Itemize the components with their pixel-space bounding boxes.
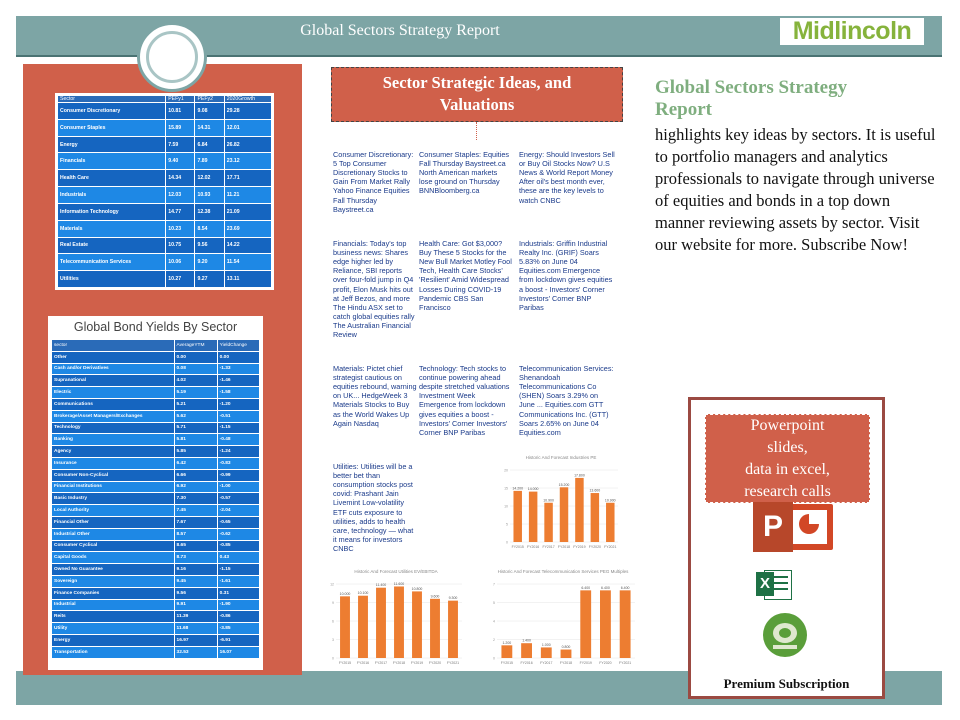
bond-table-container: [48, 316, 263, 670]
table-header: PEFy1: [166, 96, 195, 103]
x-tick-label: FY2021: [446, 661, 460, 665]
news-item: Materials: Pictet chief strategist cautious on equities rebound, warning on UK... HedgeWeek 3 Materials Stocks to Buy as the World Wakes Up Again Nasdaq: [333, 364, 417, 428]
y-tick-label: 10: [504, 504, 508, 509]
news-item: Consumer Staples: Equities Fall Thursday Baystreet.ca North American markets lose ground on Thursday BNNBloomberg.ca: [419, 150, 510, 196]
table-cell: 23.12: [224, 153, 271, 170]
bar: [544, 503, 552, 542]
news-item: Energy: Should Investors Sell or Buy Oil Stocks Now? U.S News & World Report Money After oil's best month ever, these are the key levels to watch CNBC: [519, 150, 615, 205]
table-row: [52, 564, 260, 576]
table-cell: 8.57: [174, 528, 217, 540]
table-cell: -1.46: [217, 375, 259, 387]
table-cell: 7.45: [174, 505, 217, 517]
data-label: 0.800: [561, 645, 571, 650]
table-header: AverageYTM: [174, 340, 217, 352]
table-row: [52, 646, 260, 658]
telecom-peg-chart: [487, 566, 639, 672]
table-row: [52, 505, 260, 517]
data-label: 11.400: [375, 583, 387, 588]
bar: [501, 645, 512, 658]
bar: [575, 478, 583, 542]
table-row: [58, 103, 272, 120]
table-cell: -0.65: [217, 516, 259, 528]
news-item: Consumer Discretionary: 5 Top Consumer Discretionary Stocks to Gain From Market Rally Yahoo Finance Equities Fall Thursday Baystreet.ca: [333, 150, 414, 214]
premium-feature: research calls: [744, 483, 831, 500]
table-cell: 0.00: [174, 351, 217, 363]
table-row: [52, 634, 260, 646]
table-cell: Financials: [58, 153, 166, 170]
table-cell: 5.71: [174, 422, 217, 434]
table-cell: Financial Institutions: [52, 481, 175, 493]
y-tick-label: 3: [332, 638, 334, 642]
news-item: Utilities: Utilities will be a better bet than consumption stocks post covid: Prashant Jain Livemint Low-volatility ETF cuts exposure to utilities, adds to health care, technology — what it means for investors CNBC: [333, 462, 414, 553]
table-cell: 9.56: [195, 237, 224, 254]
data-label: 11.600: [393, 581, 405, 586]
table-row: [52, 552, 260, 564]
table-cell: -0.62: [217, 528, 259, 540]
table-cell: Basic Industry: [52, 493, 175, 505]
bar: [513, 491, 521, 542]
table-row: [52, 434, 260, 446]
table-cell: Finance Companies: [52, 587, 175, 599]
table-row: [52, 599, 260, 611]
table-cell: -1.15: [217, 422, 259, 434]
table-header: PEFy2: [195, 96, 224, 103]
industries-pe-chart: [500, 452, 622, 556]
table-cell: 6.92: [174, 481, 217, 493]
table-cell: 12.03: [166, 187, 195, 204]
x-tick-label: FY2018: [559, 661, 573, 665]
table-cell: -1.90: [217, 599, 259, 611]
table-cell: 6.66: [174, 469, 217, 481]
data-label: 1.400: [522, 638, 531, 643]
data-label: 10.100: [357, 591, 369, 596]
table-cell: Consumer Non-Cyclical: [52, 469, 175, 481]
ideas-title-line: Sector Strategic Ideas, and: [382, 73, 572, 92]
table-row: [58, 271, 272, 288]
table-cell: -2.04: [217, 505, 259, 517]
x-tick-label: FY2020: [588, 545, 601, 549]
table-cell: 5.85: [174, 446, 217, 458]
table-row: [52, 363, 260, 375]
bar: [600, 590, 611, 658]
news-item: Telecommunication Services: Shenandoah Telecommunications Co (SHEN) Soars 3.29% on June ... Equities.com GTT Communications Inc. (GTT) Soars 2.65% on June 04 Equities.com: [519, 364, 614, 437]
premium-features-box: [705, 414, 870, 503]
table-cell: Telecommunication Services: [58, 254, 166, 271]
y-tick-label: 0: [493, 656, 495, 661]
table-cell: 6.42: [174, 457, 217, 469]
x-tick-label: FY2015: [500, 661, 513, 665]
table-cell: Reits: [52, 611, 175, 623]
table-cell: Insurance: [52, 457, 175, 469]
research-call-icon: [763, 613, 807, 657]
x-tick-label: FY2017: [374, 661, 388, 665]
table-cell: Consumer Discretionary: [58, 103, 166, 120]
table-cell: 7.59: [166, 136, 195, 153]
table-cell: 8.65: [174, 540, 217, 552]
table-header: Sector: [58, 96, 166, 103]
excel-icon: X: [756, 568, 792, 602]
table-row: [52, 457, 260, 469]
table-cell: 12.01: [224, 119, 271, 136]
x-tick-label: FY2016: [520, 661, 533, 665]
x-tick-label: FY2018: [557, 545, 571, 549]
y-tick-label: 5: [506, 522, 508, 527]
x-tick-label: FY2019: [579, 661, 592, 665]
table-row: [52, 422, 260, 434]
table-cell: Other: [52, 351, 175, 363]
table-cell: Financial Other: [52, 516, 175, 528]
report-title-line: Report: [655, 99, 712, 120]
table-cell: 9.20: [195, 254, 224, 271]
x-tick-label: FY2017: [542, 545, 555, 549]
bar: [560, 487, 568, 542]
table-cell: Real Estate: [58, 237, 166, 254]
table-cell: 16.07: [217, 646, 259, 658]
data-label: 14.200: [512, 486, 524, 491]
table-cell: 8.73: [174, 552, 217, 564]
table-row: [52, 587, 260, 599]
table-row: [52, 469, 260, 481]
bar: [541, 647, 552, 658]
table-cell: Capital Goods: [52, 552, 175, 564]
table-cell: Industrial: [52, 599, 175, 611]
table-row: [52, 575, 260, 587]
bar: [580, 590, 591, 658]
table-cell: -0.83: [217, 457, 259, 469]
ideas-title-box: [331, 67, 623, 122]
bar: [376, 588, 386, 658]
data-label: 10.800: [411, 586, 423, 591]
table-cell: -0.85: [217, 540, 259, 552]
table-cell: Sovereign: [52, 575, 175, 587]
table-cell: 5.19: [174, 387, 217, 399]
table-cell: 9.40: [166, 153, 195, 170]
table-cell: 9.08: [195, 103, 224, 120]
table-cell: -0.86: [217, 611, 259, 623]
table-cell: 5.62: [174, 410, 217, 422]
table-cell: Utility: [52, 623, 175, 635]
table-cell: Industrials: [58, 187, 166, 204]
table-cell: 26.82: [224, 136, 271, 153]
table-cell: -1.00: [217, 481, 259, 493]
table-cell: 8.54: [195, 220, 224, 237]
table-cell: 14.34: [166, 170, 195, 187]
table-cell: 0.08: [174, 363, 217, 375]
table-cell: 9.91: [174, 599, 217, 611]
table-cell: 9.56: [174, 587, 217, 599]
table-cell: Health Care: [58, 170, 166, 187]
table-row: [58, 220, 272, 237]
y-tick-label: 0: [332, 656, 334, 661]
table-cell: Energy: [52, 634, 175, 646]
x-tick-label: FY2016: [527, 545, 540, 549]
report-title: [655, 77, 925, 121]
x-tick-label: FY2018: [392, 661, 406, 665]
table-header: 2020Growth: [224, 96, 271, 103]
bond-table-title: Global Bond Yields By Sector: [73, 320, 238, 334]
data-label: 10.900: [543, 498, 554, 503]
table-cell: 16.97: [174, 634, 217, 646]
y-tick-label: 15: [504, 486, 508, 491]
ideas-title-line: Valuations: [439, 95, 515, 114]
y-tick-label: 2: [493, 638, 495, 642]
x-tick-label: FY2017: [540, 661, 553, 665]
bar: [412, 591, 422, 658]
table-cell: 6.84: [195, 136, 224, 153]
data-label: 6.400: [581, 585, 591, 590]
table-cell: 15.89: [166, 119, 195, 136]
table-cell: Cash and/or Derivatives: [52, 363, 175, 375]
table-cell: Communications: [52, 398, 175, 410]
bar: [606, 503, 614, 542]
chart-title: Historic And Forecast Utilities EV/EBITDA: [354, 569, 438, 574]
table-cell: 9.27: [195, 271, 224, 288]
table-cell: 0.31: [217, 587, 259, 599]
table-cell: Transportation: [52, 646, 175, 658]
table-cell: Supranational: [52, 375, 175, 387]
table-cell: Banking: [52, 434, 175, 446]
y-tick-label: 20: [504, 468, 508, 473]
table-cell: 11.54: [224, 254, 271, 271]
premium-feature: Powerpoint: [750, 417, 825, 434]
chart-title: Historic And Forecast Telecommunication Services PEG Multiples: [497, 569, 629, 574]
data-label: 10.900: [604, 498, 616, 503]
table-row: [52, 611, 260, 623]
bar: [620, 590, 631, 658]
table-row: [58, 203, 272, 220]
table-cell: 5.81: [174, 434, 217, 446]
table-cell: Electric: [52, 387, 175, 399]
table-cell: 17.71: [224, 170, 271, 187]
y-tick-label: 9: [332, 601, 334, 605]
table-row: [52, 410, 260, 422]
table-cell: Materials: [58, 220, 166, 237]
data-label: 6.400: [601, 585, 610, 590]
table-row: [58, 254, 272, 271]
table-row: [52, 351, 260, 363]
table-row: [52, 481, 260, 493]
y-tick-label: 12: [330, 582, 334, 587]
data-label: 13.600: [589, 488, 601, 493]
x-tick-label: FY2021: [604, 545, 617, 549]
table-row: [58, 170, 272, 187]
data-label: 15.200: [558, 482, 570, 487]
y-tick-label: 5: [493, 601, 495, 605]
news-item: Industrials: Griffin Industrial Realty Inc. (GRIF) Soars 5.83% on June 04 Equities.com Emergence from lockdown gives equities a boost - Investors' Corner Investors' Corner BNP Paribas: [519, 239, 613, 312]
table-row: [52, 540, 260, 552]
valuation-table-container: [55, 93, 274, 290]
x-tick-label: FY2020: [599, 661, 612, 665]
table-cell: 21.09: [224, 203, 271, 220]
table-row: [52, 375, 260, 387]
news-item: Technology: Tech stocks to continue powering ahead despite stretched valuations Investment Week Emergence from lockdown gives equities a boost - Investors' Corner Investors' Corner BNP Paribas: [419, 364, 510, 437]
table-header: YieldChange: [217, 340, 259, 352]
table-cell: -0.57: [217, 493, 259, 505]
x-tick-label: FY2015: [511, 545, 524, 549]
table-cell: 12.38: [195, 203, 224, 220]
table-cell: -6.91: [217, 634, 259, 646]
y-tick-label: 6: [332, 619, 334, 624]
data-label: 1.200: [502, 640, 512, 645]
table-row: [58, 119, 272, 136]
table-cell: Energy: [58, 136, 166, 153]
data-label: 17.800: [574, 473, 585, 478]
table-cell: Local Authority: [52, 505, 175, 517]
table-cell: 0.43: [217, 552, 259, 564]
page-title: Global Sectors Strategy Report: [300, 22, 500, 39]
data-label: 9.600: [430, 594, 440, 599]
bond-table: [51, 339, 260, 659]
table-cell: Brokerage/Asset Managers/Exchanges: [52, 410, 175, 422]
table-row: [52, 446, 260, 458]
table-cell: 10.93: [195, 187, 224, 204]
bar: [358, 596, 368, 658]
table-cell: -1.58: [217, 387, 259, 399]
bar: [521, 643, 532, 658]
x-tick-label: FY2021: [619, 661, 632, 665]
circle-decoration-inner: [146, 31, 198, 83]
table-row: [52, 387, 260, 399]
utilities-ev-ebitda-chart: [326, 566, 466, 672]
table-cell: Information Technology: [58, 203, 166, 220]
data-label: 14.000: [527, 487, 539, 492]
table-cell: 10.06: [166, 254, 195, 271]
table-row: [58, 136, 272, 153]
x-tick-label: FY2015: [338, 661, 352, 665]
table-header: sector: [52, 340, 175, 352]
table-cell: -1.24: [217, 446, 259, 458]
table-cell: 11.21: [224, 187, 271, 204]
table-cell: 11.68: [174, 623, 217, 635]
table-row: [52, 493, 260, 505]
table-cell: 7.89: [195, 153, 224, 170]
table-row: [58, 153, 272, 170]
data-label: 6.400: [620, 585, 630, 590]
premium-subscription-label[interactable]: Premium Subscription: [723, 676, 850, 691]
connector-line: [476, 122, 477, 140]
table-cell: 10.27: [166, 271, 195, 288]
valuation-table: [57, 95, 272, 288]
table-cell: Technology: [52, 422, 175, 434]
data-label: 10.000: [339, 591, 351, 596]
bar: [591, 493, 599, 542]
table-cell: 10.81: [166, 103, 195, 120]
table-cell: 13.11: [224, 271, 271, 288]
table-cell: Agency: [52, 446, 175, 458]
table-cell: Consumer Cyclical: [52, 540, 175, 552]
table-cell: 14.22: [224, 237, 271, 254]
powerpoint-icon: P: [753, 502, 833, 554]
table-cell: 7.30: [174, 493, 217, 505]
x-tick-label: FY2019: [410, 661, 424, 665]
data-label: 9.300: [448, 596, 458, 601]
news-item: Health Care: Got $3,000? Buy These 5 Stocks for the New Bull Market Motley Fool Tech, Health Care Stocks' 'Resilient' Amid Widespread Losses During COVID-19 Pandemic CBS San Francisco: [419, 239, 512, 312]
y-tick-label: 7: [493, 582, 495, 587]
table-cell: 10.75: [166, 237, 195, 254]
bar: [340, 596, 350, 658]
report-title-line: Global Sectors Strategy: [655, 77, 848, 98]
table-cell: -1.61: [217, 575, 259, 587]
table-cell: 12.02: [195, 170, 224, 187]
table-row: [52, 623, 260, 635]
table-row: [52, 516, 260, 528]
table-cell: -1.33: [217, 363, 259, 375]
y-tick-label: 4: [493, 619, 495, 624]
table-cell: -0.51: [217, 410, 259, 422]
x-tick-label: FY2020: [428, 661, 442, 665]
table-cell: 9.45: [174, 575, 217, 587]
table-cell: -0.99: [217, 469, 259, 481]
table-cell: 29.28: [224, 103, 271, 120]
premium-feature: data in excel,: [745, 461, 830, 478]
table-cell: Consumer Staples: [58, 119, 166, 136]
y-tick-label: 0: [506, 540, 508, 545]
x-tick-label: FY2016: [356, 661, 370, 665]
data-label: 1.000: [541, 642, 551, 647]
bar: [448, 601, 458, 658]
table-cell: 23.69: [224, 220, 271, 237]
table-cell: -3.85: [217, 623, 259, 635]
midlincoln-logo: Midlincoln: [780, 18, 924, 45]
table-cell: Industrial Other: [52, 528, 175, 540]
chart-title: Historic And Forecast Industries PE: [525, 455, 597, 460]
table-cell: 11.39: [174, 611, 217, 623]
table-cell: -0.48: [217, 434, 259, 446]
table-cell: 5.21: [174, 398, 217, 410]
table-cell: 32.53: [174, 646, 217, 658]
bar: [394, 586, 404, 658]
bar: [529, 492, 537, 542]
news-item: Financials: Today's top business news: Shares edge higher led by Reliance, SBI reports over four-fold jump in Q4 profit, Elon Musk hits out at Jeff Bezos, and more The Hindu ASX set to catch global equities rally The Australian Financial Review: [333, 239, 415, 340]
table-cell: Owned No Guarantee: [52, 564, 175, 576]
bar: [561, 650, 572, 658]
table-cell: 7.67: [174, 516, 217, 528]
table-cell: 14.77: [166, 203, 195, 220]
table-cell: 9.16: [174, 564, 217, 576]
table-cell: -1.20: [217, 398, 259, 410]
table-cell: 4.02: [174, 375, 217, 387]
table-row: [52, 528, 260, 540]
table-cell: 10.23: [166, 220, 195, 237]
table-cell: 0.00: [217, 351, 259, 363]
bar: [430, 599, 440, 658]
premium-feature: slides,: [767, 439, 808, 456]
report-description: highlights key ideas by sectors. It is useful to portfolio managers and analytics professionals to navigate through universe of equities and bonds in a top down manner reviewing assets by sector. Visit our website for more. Subscribe Now!: [655, 125, 936, 254]
table-row: [58, 237, 272, 254]
table-row: [52, 398, 260, 410]
table-cell: Utilities: [58, 271, 166, 288]
table-cell: 14.31: [195, 119, 224, 136]
table-cell: -1.15: [217, 564, 259, 576]
x-tick-label: FY2019: [573, 545, 586, 549]
table-row: [58, 187, 272, 204]
